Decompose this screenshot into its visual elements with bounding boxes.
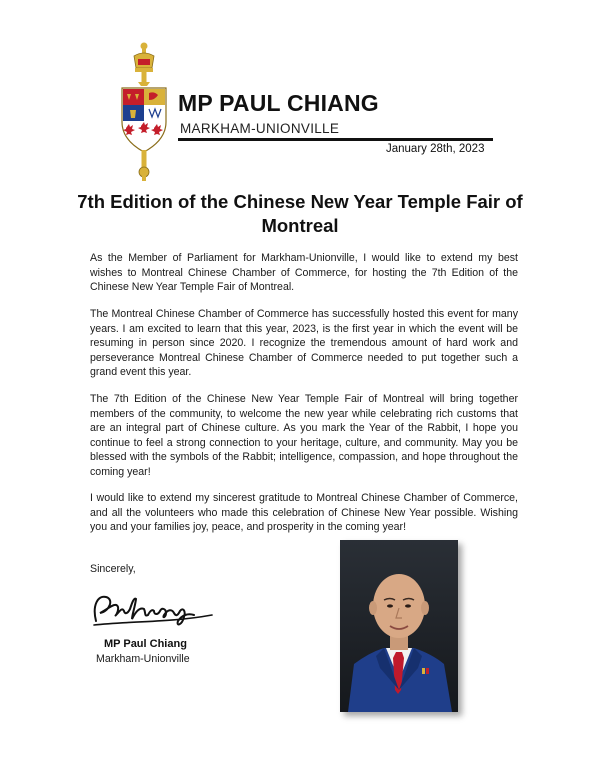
riding-subheading: MARKHAM-UNIONVILLE — [180, 121, 340, 136]
letter-title: 7th Edition of the Chinese New Year Temple Fair of Montreal — [77, 191, 523, 236]
letter-date: January 28th, 2023 — [386, 143, 485, 155]
letter-paragraph-2: The Montreal Chinese Chamber of Commerce has successfully hosted this event for many years. I am excited to learn that this year, 2023, is the first year in which the event will be resuming in person since 2020. I recognize the tremendous amount of hard work and perseverance Montreal Chinese Chamber of Commerce needed to put together such a grand event this year. — [90, 308, 518, 378]
signatory-riding: Markham-Unionville — [96, 653, 190, 665]
mp-name-heading: MP PAUL CHIANG — [178, 90, 379, 116]
letter-closing: Sincerely, — [90, 563, 136, 575]
house-of-commons-crest-icon — [116, 40, 172, 182]
letter-paragraph-1: As the Member of Parliament for Markham-Unionville, I would like to extend my best wishes to Montreal Chinese Chamber of Commerce, for hosting the 7th Edition of the Chinese New Year Temple Fair of Montreal. — [90, 252, 518, 293]
header-divider — [178, 138, 493, 141]
handwritten-signature — [88, 585, 218, 633]
letter-paragraph-4: I would like to extend my sincerest gratitude to Montreal Chinese Chamber of Commerce, and all the volunteers who made this celebration of Chinese New Year possible. Wishing you and your families joy, peace, and prosperity in the coming year! — [90, 492, 518, 533]
letter-paragraph-3: The 7th Edition of the Chinese New Year Temple Fair of Montreal will bring together members of the community, to welcome the new year while celebrating rich customs that are an integral part of Chinese culture. As you mark the Year of the Rabbit, I hope you continue to feel a strong connection to your heritage, culture, and community. May you be blessed with the symbols of the Rabbit; intelligence, compassion, and hope throughout the coming year! — [90, 393, 518, 478]
portrait-image — [340, 540, 458, 712]
portrait-photo — [340, 540, 458, 712]
signatory-name: MP Paul Chiang — [104, 638, 187, 650]
